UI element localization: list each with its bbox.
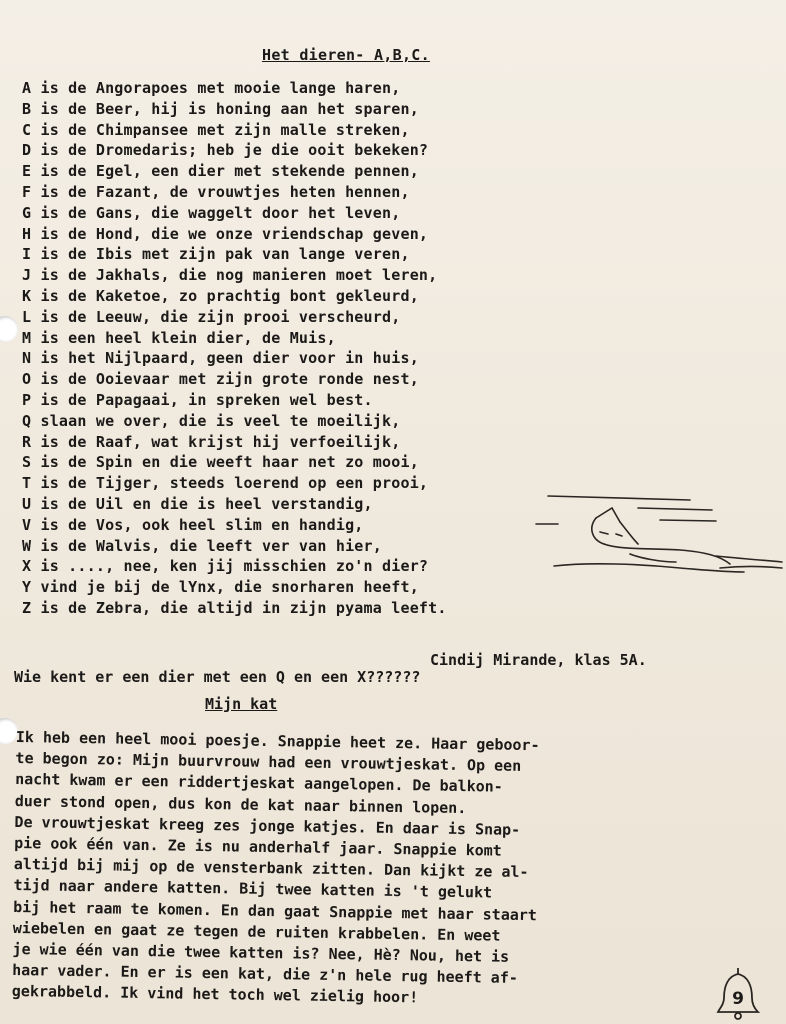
story-line: tijd naar andere katten. Bij twee katten is 't gelukt	[13, 876, 493, 902]
poem-line: Z is de Zebra, die altijd in zijn pyama leeft.	[22, 598, 447, 617]
story-line: Ik heb een heel mooi poesje. Snappie heet ze. Haar geboor-	[15, 727, 540, 755]
poem-line: R is de Raaf, wat krijst hij verfoeilijk,	[22, 432, 401, 451]
poem-line: B is de Beer, hij is honing aan het sparen,	[22, 99, 419, 118]
closing-question: Wie kent er een dier met een Q en een X??????	[14, 668, 421, 686]
story-line: wiebelen en gaat ze tegen de ruiten krabbelen. En weet	[12, 918, 501, 945]
poem-line: K is de Kaketoe, zo prachtig bont gekleurd,	[22, 286, 419, 305]
story-line: De vrouwtjeskat kreeg zes jonge katjes. En daar is Snap-	[14, 812, 521, 839]
poem-signature: Cindij Mirande, klas 5A.	[430, 651, 647, 669]
poem-line: Q slaan we over, die is veel te moeilijk,	[22, 411, 401, 430]
poem-line: M is een heel klein dier, de Muis,	[22, 328, 336, 347]
story-line: duer stond open, dus kon de kat naar binnen lopen.	[14, 791, 467, 817]
page-number: 9	[732, 989, 744, 1009]
cat-sketch-illustration	[530, 488, 786, 583]
story-line: nacht kwam er een riddertjeskat aangelopen. De balkon-	[15, 770, 503, 797]
story-body	[12, 727, 540, 1011]
poem-line: G is de Gans, die waggelt door het leven,	[22, 203, 401, 222]
poem-line: A is de Angorapoes met mooie lange haren,	[22, 79, 401, 97]
poem-line: F is de Fazant, de vrouwtjes heten hennen,	[22, 182, 410, 201]
poem-line: U is de Uil en die is heel verstandig,	[22, 494, 373, 513]
poem-line: X is ...., nee, ken jij misschien zo'n dier?	[22, 557, 429, 576]
poem-line: V is de Vos, ook heel slim en handig,	[22, 515, 364, 534]
poem-line: H is de Hond, die we onze vriendschap geven,	[22, 224, 429, 243]
story-line: haar vader. En er is een kat, die z'n hele rug heeft af-	[12, 961, 518, 987]
poem-line: J is de Jakhals, die nog manieren moet leren,	[22, 266, 438, 285]
poem-line: W is de Walvis, die leeft ver van hier,	[22, 536, 382, 555]
poem-line: I is de Ibis met zijn pak van lange veren,	[22, 245, 410, 264]
punch-hole-upper	[0, 316, 18, 342]
poem-body	[22, 78, 447, 619]
story-line: bij het raam te komen. En dan gaat Snappie met haar staart	[13, 897, 538, 924]
poem-line: Y vind je bij de lYnx, die snorharen heeft,	[22, 578, 419, 597]
story-line: gekrabbeld. Ik vind het toch wel zielig hoor!	[11, 982, 419, 1007]
story-title: Mijn kat	[205, 695, 278, 713]
poem-line: N is het Nijlpaard, geen dier voor in huis,	[22, 349, 419, 368]
bell-page-number-icon	[714, 964, 762, 1020]
poem-line: S is de Spin en die weeft haar net zo mooi,	[22, 453, 419, 472]
poem-line: C is de Chimpansee met zijn malle streken,	[22, 120, 410, 139]
story-line: je wie één van die twee katten is? Nee, Hè? Nou, het is	[12, 939, 510, 966]
poem-line: L is de Leeuw, die zijn prooi verscheurd,	[22, 307, 401, 326]
poem-title: Het dieren- A,B,C.	[262, 46, 430, 64]
story-line: te begon zo: Mijn buurvrouw had een vrouwtjeskat. Op een	[15, 749, 522, 776]
poem-line: D is de Dromedaris; heb je die ooit bekeken?	[22, 141, 429, 160]
poem-line: P is de Papagaai, in spreken wel best.	[22, 390, 373, 409]
story-line: pie ook één van. Ze is nu anderhalf jaar. Snappie komt	[14, 833, 502, 860]
poem-line: E is de Egel, een dier met stekende pennen,	[22, 162, 419, 181]
poem-line: O is de Ooievaar met zijn grote ronde nest,	[22, 370, 419, 389]
poem-line: T is de Tijger, steeds loerend op een prooi,	[22, 474, 429, 493]
story-line: altijd bij mij op de vensterbank zitten. Dan kijkt ze al-	[13, 855, 529, 882]
